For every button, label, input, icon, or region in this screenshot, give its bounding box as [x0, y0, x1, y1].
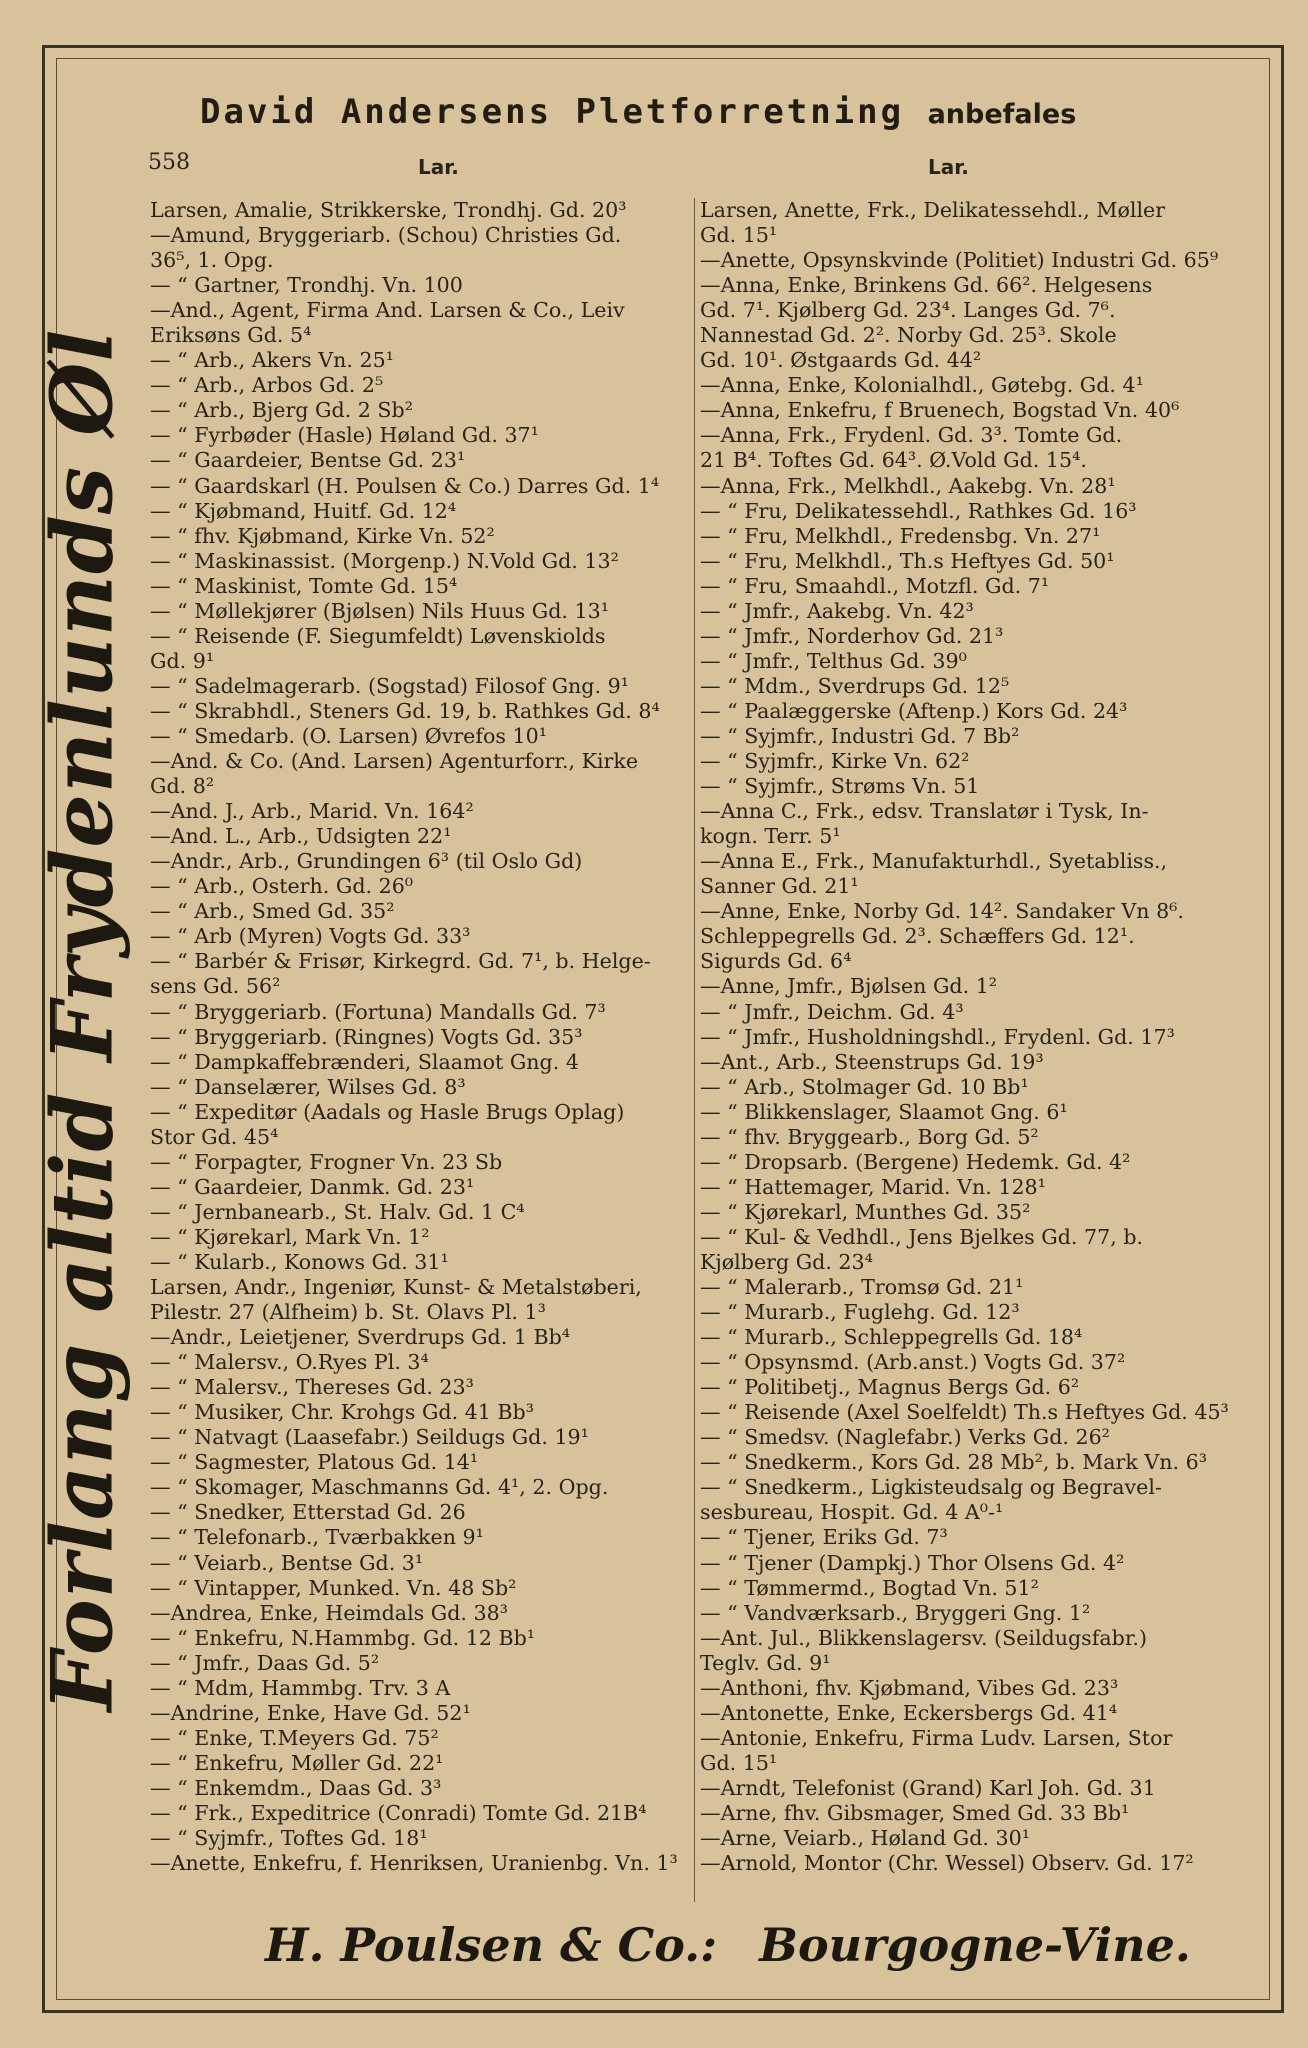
directory-entry: — “ Telefonarb., Tværbakken 9¹ — [150, 1525, 484, 1550]
directory-entry: —Andr., Arb., Grundingen 6³ (til Oslo Gd) — [150, 849, 583, 874]
directory-entry: —Ant., Arb., Steenstrups Gd. 19³ — [700, 1049, 1044, 1074]
directory-entry: Larsen, Andr., Ingeniør, Kunst- & Metalstøberi, — [150, 1275, 642, 1300]
directory-entry: 36⁵, 1. Opg. — [150, 248, 274, 273]
directory-entry: Gd. 15¹ — [700, 223, 778, 248]
directory-entry: — “ Jmfr., Aakebg. Vn. 42³ — [700, 598, 974, 623]
directory-entry: —Anne, Enke, Norby Gd. 14². Sandaker Vn 8⁶. — [700, 899, 1184, 924]
directory-entry: — “ Paalæggerske (Aftenp.) Kors Gd. 24³ — [700, 698, 1128, 723]
bottom-ad-left: H. Poulsen & Co.: — [265, 1918, 718, 1972]
directory-entry: — “ Natvagt (Laasefabr.) Seildugs Gd. 19¹ — [150, 1425, 589, 1450]
directory-entry: — “ Syjmfr., Kirke Vn. 62² — [700, 749, 970, 774]
directory-entry: — “ Kjøbmand, Huitf. Gd. 12⁴ — [150, 498, 457, 523]
directory-entry: — “ Dropsarb. (Bergene) Hedemk. Gd. 4² — [700, 1149, 1131, 1174]
directory-entry: Sigurds Gd. 6⁴ — [700, 949, 852, 974]
directory-entry: — “ Arb., Osterh. Gd. 26⁰ — [150, 874, 414, 899]
directory-entry: —Anthoni, fhv. Kjøbmand, Vibes Gd. 23³ — [700, 1675, 1119, 1700]
directory-entry: — “ Jernbanearb., St. Halv. Gd. 1 C⁴ — [150, 1199, 525, 1224]
directory-entry: — “ Dampkaffebrænderi, Slaamot Gng. 4 — [150, 1049, 579, 1074]
directory-entry: — “ Fru, Melkhdl., Th.s Heftyes Gd. 50¹ — [700, 548, 1115, 573]
directory-entry: — “ Arb., Bjerg Gd. 2 Sb² — [150, 398, 413, 423]
directory-entry: —Amund, Bryggeriarb. (Schou) Christies Gd. — [150, 223, 622, 248]
directory-entry: — “ Arb., Stolmager Gd. 10 Bb¹ — [700, 1074, 1029, 1099]
directory-entry: —Anna, Enke, Kolonialhdl., Gøtebg. Gd. 4¹ — [700, 373, 1144, 398]
directory-entry: Sanner Gd. 21¹ — [700, 874, 859, 899]
directory-entry: — “ Maskinassist. (Morgenp.) N.Vold Gd. 13² — [150, 548, 619, 573]
directory-entry: Stor Gd. 45⁴ — [150, 1124, 279, 1149]
top-ad-suffix: anbefales — [927, 99, 1077, 130]
directory-entry: — “ Forpagter, Frogner Vn. 23 Sb — [150, 1149, 503, 1174]
directory-entry: — “ Bryggeriarb. (Fortuna) Mandalls Gd. 7³ — [150, 999, 606, 1024]
directory-entry: — “ Veiarb., Bentse Gd. 3¹ — [150, 1550, 424, 1575]
directory-entry: — “ Kularb., Konows Gd. 31¹ — [150, 1249, 449, 1274]
directory-entry: — “ Enkemdm., Daas Gd. 3³ — [150, 1775, 442, 1800]
directory-entry: — “ Mdm, Hammbg. Trv. 3 A — [150, 1675, 451, 1700]
directory-entry: — “ Hattemager, Marid. Vn. 128¹ — [700, 1174, 1046, 1199]
directory-entry: — “ Tjener, Eriks Gd. 7³ — [700, 1525, 948, 1550]
directory-entry: —Anne, Jmfr., Bjølsen Gd. 1² — [700, 974, 998, 999]
directory-entry: Gd. 7¹. Kjølberg Gd. 23⁴. Langes Gd. 7⁶. — [700, 298, 1116, 323]
bottom-advertisement — [265, 1918, 1191, 1972]
directory-entry: — “ Danselærer, Wilses Gd. 8³ — [150, 1074, 466, 1099]
directory-entry: — “ Fru, Melkhdl., Fredensbg. Vn. 27¹ — [700, 523, 1101, 548]
directory-entry: — “ Kul- & Vedhdl., Jens Bjelkes Gd. 77, b. — [700, 1224, 1144, 1249]
right-column — [700, 198, 1245, 1876]
directory-entry: — “ fhv. Kjøbmand, Kirke Vn. 52² — [150, 523, 495, 548]
top-advertisement — [200, 92, 1260, 132]
directory-entry: Larsen, Amalie, Strikkerske, Trondhj. Gd. 20³ — [150, 198, 627, 222]
directory-entry: Gd. 15¹ — [700, 1750, 778, 1775]
directory-entry: — “ Malerarb., Tromsø Gd. 21¹ — [700, 1275, 1024, 1300]
directory-entry: — “ Frk., Expeditrice (Conradi) Tomte Gd. 21B⁴ — [150, 1801, 647, 1825]
directory-entry: — “ Vandværksarb., Bryggeri Gng. 1² — [700, 1600, 1091, 1625]
directory-entry: —Anna C., Frk., edsv. Translatør i Tysk, In- — [700, 799, 1149, 824]
directory-entry: — “ Malersv., O.Ryes Pl. 3⁴ — [150, 1350, 429, 1375]
directory-entry: — “ Gaardeier, Danmk. Gd. 23¹ — [150, 1174, 475, 1199]
directory-entry: — “ Enke, T.Meyers Gd. 75² — [150, 1725, 439, 1750]
directory-entry: — “ Tømmermd., Bogtad Vn. 51² — [700, 1575, 1039, 1600]
right-column-heading: Lar. — [928, 155, 969, 179]
directory-entry: — “ Murarb., Schleppegrells Gd. 18⁴ — [700, 1325, 1083, 1350]
directory-entry: —Anna, Frk., Melkhdl., Aakebg. Vn. 28¹ — [700, 473, 1116, 498]
directory-entry: sesbureau, Hospit. Gd. 4 A⁰-¹ — [700, 1500, 1004, 1525]
directory-entry: — “ Smedarb. (O. Larsen) Øvrefos 10¹ — [150, 723, 547, 748]
directory-entry: — “ Snedkerm., Kors Gd. 28 Mb², b. Mark Vn. 6³ — [700, 1450, 1208, 1475]
directory-entry: —Andr., Leietjener, Sverdrups Gd. 1 Bb⁴ — [150, 1325, 571, 1350]
directory-entry: Schleppegrells Gd. 2³. Schæffers Gd. 12¹. — [700, 924, 1135, 949]
directory-entry: —Arnold, Montor (Chr. Wessel) Observ. Gd. 17² — [700, 1851, 1194, 1876]
directory-entry: Nannestad Gd. 2². Norby Gd. 25³. Skole — [700, 323, 1117, 348]
directory-entry: — “ Syjmfr., Toftes Gd. 18¹ — [150, 1826, 428, 1851]
directory-entry: —And. L., Arb., Udsigten 22¹ — [150, 824, 452, 849]
directory-entry: — “ Musiker, Chr. Krohgs Gd. 41 Bb³ — [150, 1400, 534, 1425]
directory-entry: — “ Jmfr., Telthus Gd. 39⁰ — [700, 648, 967, 673]
directory-entry: —Anna, Enke, Brinkens Gd. 66². Helgesens — [700, 273, 1153, 298]
directory-entry: — “ Møllekjører (Bjølsen) Nils Huus Gd. 13¹ — [150, 598, 609, 623]
directory-entry: — “ Syjmfr., Strøms Vn. 51 — [700, 774, 980, 799]
directory-entry: Kjølberg Gd. 23⁴ — [700, 1249, 873, 1274]
left-column — [150, 198, 690, 1876]
directory-entry: kogn. Terr. 5¹ — [700, 824, 841, 849]
directory-entry: — “ Blikkenslager, Slaamot Gng. 6¹ — [700, 1099, 1068, 1124]
directory-entry: —Anna, Enkefru, f Bruenech, Bogstad Vn. 40⁶ — [700, 398, 1180, 423]
directory-entry: — “ Kjørekarl, Mark Vn. 1² — [150, 1224, 430, 1249]
top-ad-name: David Andersens Pletforretning — [200, 92, 905, 132]
directory-entry: — “ Fyrbøder (Hasle) Høland Gd. 37¹ — [150, 423, 539, 448]
directory-entry: — “ fhv. Bryggearb., Borg Gd. 5² — [700, 1124, 1039, 1149]
directory-entry: — “ Gartner, Trondhj. Vn. 100 — [150, 273, 463, 298]
directory-entry: — “ Murarb., Fuglehg. Gd. 12³ — [700, 1300, 1020, 1325]
directory-entry: —And. J., Arb., Marid. Vn. 164² — [150, 799, 474, 824]
directory-entry: — “ Expeditør (Aadals og Hasle Brugs Oplag) — [150, 1099, 625, 1124]
directory-entry: —Antonie, Enkefru, Firma Ludv. Larsen, Stor — [700, 1725, 1173, 1750]
directory-entry: — “ Opsynsmd. (Arb.anst.) Vogts Gd. 37² — [700, 1350, 1126, 1375]
directory-entry: Pilestr. 27 (Alfheim) b. St. Olavs Pl. 1³ — [150, 1300, 546, 1325]
directory-entry: — “ Skomager, Maschmanns Gd. 4¹, 2. Opg. — [150, 1475, 609, 1500]
directory-entry: — “ Tjener (Dampkj.) Thor Olsens Gd. 4² — [700, 1550, 1125, 1575]
directory-entry: — “ Snedker, Etterstad Gd. 26 — [150, 1500, 466, 1525]
directory-entry: — “ Reisende (F. Siegumfeldt) Løvenskiolds — [150, 623, 606, 648]
page-number: 558 — [148, 150, 190, 175]
directory-entry: — “ Jmfr., Norderhov Gd. 21³ — [700, 623, 1004, 648]
directory-entry: — “ Barbér & Frisør, Kirkegrd. Gd. 7¹, b. Helge- — [150, 949, 651, 974]
directory-entry: —Antonette, Enke, Eckersbergs Gd. 41⁴ — [700, 1700, 1118, 1725]
directory-entry: — “ Gaardskarl (H. Poulsen & Co.) Darres Gd. 1⁴ — [150, 473, 660, 498]
directory-entry: sens Gd. 56² — [150, 974, 281, 999]
left-column-heading: Lar. — [418, 155, 459, 179]
column-divider — [694, 198, 695, 1902]
directory-entry: — “ Bryggeriarb. (Ringnes) Vogts Gd. 35³ — [150, 1024, 583, 1049]
directory-entry: — “ Vintapper, Munked. Vn. 48 Sb² — [150, 1575, 517, 1600]
directory-entry: —Arne, Veiarb., Høland Gd. 30¹ — [700, 1826, 1030, 1851]
side-advertisement: Forlang altid Frydenlunds Øl — [32, 328, 132, 1712]
directory-entry: —Arndt, Telefonist (Grand) Karl Joh. Gd. 31 — [700, 1775, 1156, 1800]
directory-entry: Gd. 10¹. Østgaards Gd. 44² — [700, 348, 982, 373]
directory-entry: —And. & Co. (And. Larsen) Agenturforr., Kirke — [150, 749, 639, 774]
directory-entry: — “ Smedsv. (Naglefabr.) Verks Gd. 26² — [700, 1425, 1110, 1450]
directory-entry: —Anette, Opsynskvinde (Politiet) Industri Gd. 65⁹ — [700, 248, 1219, 273]
directory-entry: — “ Kjørekarl, Munthes Gd. 35² — [700, 1199, 1031, 1224]
directory-entry: — “ Enkefru, N.Hammbg. Gd. 12 Bb¹ — [150, 1625, 536, 1650]
directory-entry: — “ Arb., Akers Vn. 25¹ — [150, 348, 394, 373]
directory-entry: — “ Arb., Arbos Gd. 2⁵ — [150, 373, 384, 398]
directory-entry: Teglv. Gd. 9¹ — [700, 1650, 831, 1675]
directory-entry: — “ Sagmester, Platous Gd. 14¹ — [150, 1450, 479, 1475]
directory-entry: 21 B⁴. Toftes Gd. 64³. Ø.Vold Gd. 15⁴. — [700, 448, 1087, 473]
directory-entry: —Arne, fhv. Gibsmager, Smed Gd. 33 Bb¹ — [700, 1801, 1130, 1825]
directory-entry: — “ Gaardeier, Bentse Gd. 23¹ — [150, 448, 466, 473]
directory-entry: Eriksøns Gd. 5⁴ — [150, 323, 312, 348]
directory-entry: Gd. 9¹ — [150, 648, 215, 673]
directory-entry: — “ Jmfr., Husholdningshdl., Frydenl. Gd. 17³ — [700, 1024, 1175, 1049]
directory-entry: — “ Arb (Myren) Vogts Gd. 33³ — [150, 924, 471, 949]
directory-entry: — “ Skrabhdl., Steners Gd. 19, b. Rathkes Gd. 8⁴ — [150, 698, 660, 723]
directory-entry: — “ Jmfr., Deichm. Gd. 4³ — [700, 999, 964, 1024]
directory-entry: —Anette, Enkefru, f. Henriksen, Uranienbg. Vn. 1³ — [150, 1851, 678, 1876]
directory-entry: — “ Syjmfr., Industri Gd. 7 Bb² — [700, 723, 1020, 748]
directory-entry: — “ Arb., Smed Gd. 35² — [150, 899, 395, 924]
directory-entry: — “ Malersv., Thereses Gd. 23³ — [150, 1375, 474, 1400]
directory-entry: — “ Sadelmagerarb. (Sogstad) Filosof Gng. 9¹ — [150, 673, 629, 698]
directory-entry: Gd. 8² — [150, 774, 215, 799]
directory-entry: — “ Fru, Delikatessehdl., Rathkes Gd. 16³ — [700, 498, 1137, 523]
directory-entry: —Ant. Jul., Blikkenslagersv. (Seildugsfabr.) — [700, 1625, 1147, 1650]
directory-entry: — “ Fru, Smaahdl., Motzfl. Gd. 7¹ — [700, 573, 1050, 598]
directory-entry: — “ Maskinist, Tomte Gd. 15⁴ — [150, 573, 458, 598]
directory-entry: — “ Politibetj., Magnus Bergs Gd. 6² — [700, 1375, 1080, 1400]
directory-entry: — “ Reisende (Axel Soelfeldt) Th.s Heftyes Gd. 45³ — [700, 1400, 1229, 1425]
directory-entry: —Andrine, Enke, Have Gd. 52¹ — [150, 1700, 471, 1725]
directory-entry: — “ Snedkerm., Ligkisteudsalg og Begravel- — [700, 1475, 1162, 1500]
directory-entry: — “ Jmfr., Daas Gd. 5² — [150, 1650, 380, 1675]
directory-entry: —And., Agent, Firma And. Larsen & Co., Leiv — [150, 298, 625, 323]
directory-entry: —Anna E., Frk., Manufakturhdl., Syetabliss., — [700, 849, 1168, 874]
directory-entry: —Andrea, Enke, Heimdals Gd. 38³ — [150, 1600, 508, 1625]
bottom-ad-right: Bourgogne-Vine. — [759, 1918, 1191, 1972]
directory-entry: —Anna, Frk., Frydenl. Gd. 3³. Tomte Gd. — [700, 423, 1123, 448]
directory-entry: — “ Mdm., Sverdrups Gd. 12⁵ — [700, 673, 1010, 698]
directory-entry: Larsen, Anette, Frk., Delikatessehdl., Møller — [700, 198, 1166, 222]
directory-entry: — “ Enkefru, Møller Gd. 22¹ — [150, 1750, 444, 1775]
